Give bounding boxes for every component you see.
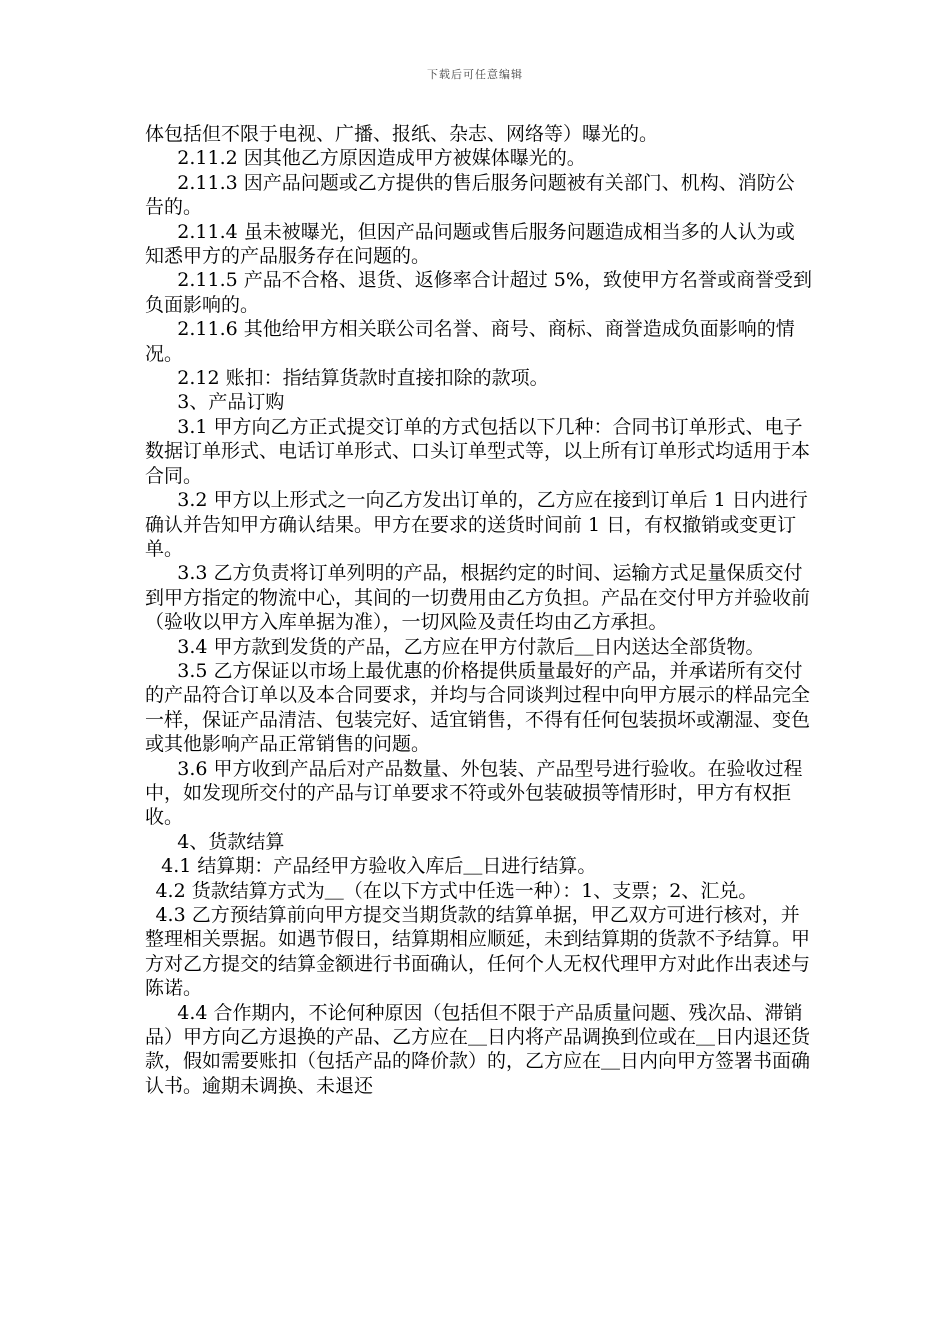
paragraph-4-4: 4.4 合作期内，不论何种原因（包括但不限于产品质量问题、残次品、滞销品）甲方向乙方退换的产品、乙方应在＿日内将产品调换到位或在＿日内退还货款，假如需要账扣（包括产品的降价款）的，乙方应在＿日内向甲方签署书面确认书。逾期未调换、未退还 xyxy=(145,1001,811,1097)
paragraph-3-1: 3.1 甲方向乙方正式提交订单的方式包括以下几种：合同书订单形式、电子数据订单形式、电话订单形式、口头订单型式等，以上所有订单形式均适用于本合同。 xyxy=(145,415,811,487)
section-heading-3: 3、产品订购 xyxy=(177,391,285,414)
page-header: 下载后可任意编辑 xyxy=(427,68,523,81)
paragraph-2-11-6: 2.11.6 其他给甲方相关联公司名誉、商号、商标、商誉造成负面影响的情况。 xyxy=(145,318,795,365)
paragraph-2-11-4: 2.11.4 虽未被曝光，但因产品问题或售后服务问题造成相当多的人认为或知悉甲方的产品服务存在问题的。 xyxy=(145,220,795,268)
paragraph-3-5: 3.5 乙方保证以市场上最优惠的价格提供质量最好的产品，并承诺所有交付的产品符合订单以及本合同要求，并均与合同谈判过程中向甲方展示的样品完全一样，保证产品清洁、包装完好、适宜销售，不得有任何包装损坏或潮湿、变色或其他影响产品正常销售的问题。 xyxy=(145,659,811,756)
paragraph-2-12: 2.12 账扣：指结算货款时直接扣除的款项。 xyxy=(177,367,549,390)
paragraph-2-11-5: 2.11.5 产品不合格、退货、返修率合计超过 5%，致使甲方名誉或商誉受到负面影响的。 xyxy=(145,269,812,316)
document-body xyxy=(145,122,813,1098)
paragraph-3-6: 3.6 甲方收到产品后对产品数量、外包装、产品型号进行验收。在验收过程中，如发现所交付的产品与订单要求不符或外包装破损等情形时，甲方有权拒收。 xyxy=(145,757,803,829)
paragraph-3-4: 3.4 甲方款到发货的产品，乙方应在甲方付款后＿日内送达全部货物。 xyxy=(177,635,765,658)
paragraph-4-2: 4.2 货款结算方式为＿（在以下方式中任选一种）：1、支票；2、汇兑。 xyxy=(155,879,758,902)
paragraph-2-11-2: 2.11.2 因其他乙方原因造成甲方被媒体曝光的。 xyxy=(177,147,586,170)
paragraph-4-3: 4.3 乙方预结算前向甲方提交当期货款的结算单据，甲乙双方可进行核对，并整理相关票据。如遇节假日，结算期相应顺延，未到结算期的货款不予结算。甲方对乙方提交的结算金额进行书面确认，任何个人无权代理甲方对此作出表述与陈诺。 xyxy=(145,904,811,1000)
paragraph-4-1: 4.1 结算期：产品经甲方验收入库后＿日进行结算。 xyxy=(161,855,597,878)
paragraph-2-11-1-continued: 体包括但不限于电视、广播、报纸、杂志、网络等）曝光的。 xyxy=(145,123,659,145)
paragraph-2-11-3: 2.11.3 因产品问题或乙方提供的售后服务问题被有关部门、机构、消防公告的。 xyxy=(145,171,795,219)
section-heading-4: 4、货款结算 xyxy=(177,830,285,853)
paragraph-3-3: 3.3 乙方负责将订单列明的产品，根据约定的时间、运输方式足量保质交付到甲方指定的物流中心，其间的一切费用由乙方负担。产品在交付甲方并验收前（验收以甲方入库单据为准），一切风险及责任均由乙方承担。 xyxy=(145,562,811,634)
paragraph-3-2: 3.2 甲方以上形式之一向乙方发出订单的，乙方应在接到订单后 1 日内进行确认并告知甲方确认结果。甲方在要求的送货时间前 1 日，有权撤销或变更订单。 xyxy=(145,489,808,560)
